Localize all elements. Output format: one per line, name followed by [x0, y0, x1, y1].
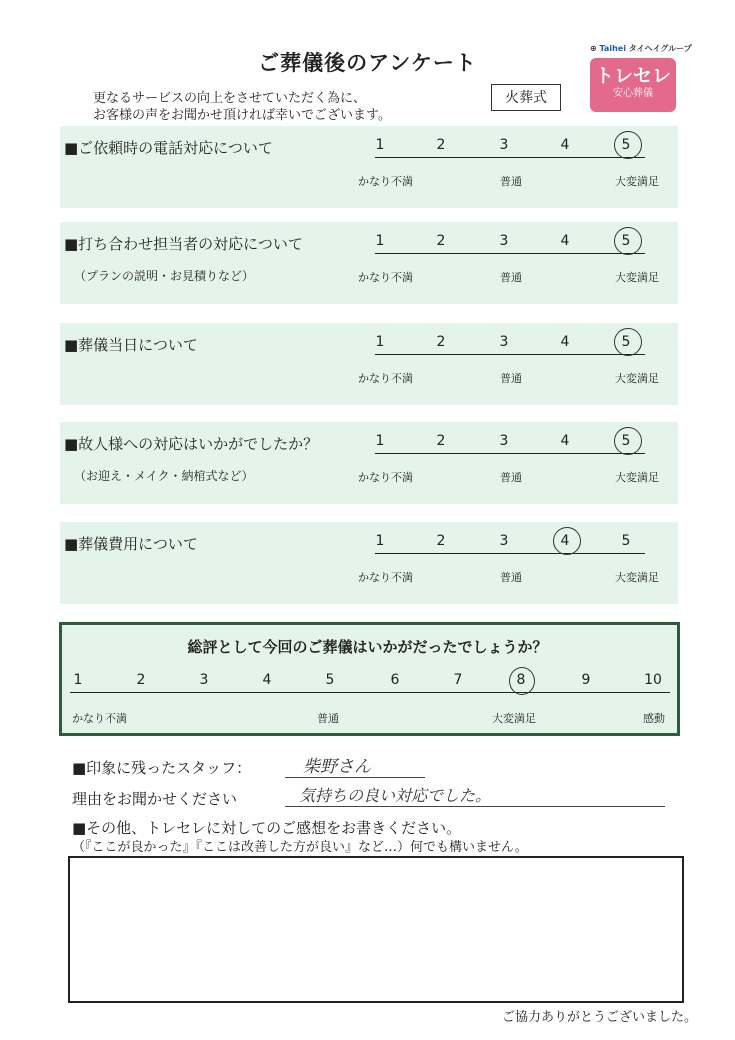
overall-option-3[interactable]: 3 — [199, 672, 209, 688]
brand-logo — [590, 43, 692, 112]
intro-line-2: お客様の声をお聞かせ頂ければ幸いでございます。 — [93, 108, 391, 123]
rating-option-5[interactable]: 5 — [621, 533, 631, 549]
overall-label-1: かなり不満 — [72, 712, 127, 725]
question-label: ■葬儀当日について — [64, 336, 198, 354]
rating-option-4[interactable]: 4 — [560, 433, 570, 449]
rating-option-1[interactable]: 1 — [375, 233, 385, 249]
rating-option-3[interactable]: 3 — [499, 233, 509, 249]
overall-option-10[interactable]: 10 — [644, 672, 662, 688]
scale-high-label: 大変満足 — [615, 372, 659, 385]
overall-scale-line — [70, 692, 670, 693]
question-label: ■故人様への対応はいかがでしたか？ — [64, 435, 319, 453]
rating-option-5[interactable]: 5 — [621, 334, 631, 350]
rating-option-1[interactable]: 1 — [375, 433, 385, 449]
rating-option-3[interactable]: 3 — [499, 533, 509, 549]
rating-option-2[interactable]: 2 — [436, 433, 446, 449]
question-scale-line — [375, 253, 645, 254]
rating-option-4[interactable]: 4 — [560, 137, 570, 153]
rating-option-5[interactable]: 5 — [621, 433, 631, 449]
intro-line-1: 更なるサービスの向上をさせていただく為に、 — [93, 91, 367, 106]
thank-you-footer: ご協力ありがとうございました。 — [501, 1010, 697, 1025]
scale-mid-label: 普通 — [500, 571, 522, 584]
rating-option-4[interactable]: 4 — [560, 334, 570, 350]
selected-rating-circle — [614, 328, 642, 356]
rating-option-5[interactable]: 5 — [621, 137, 631, 153]
scale-mid-label: 普通 — [500, 271, 522, 284]
scale-low-label: かなり不満 — [358, 471, 413, 484]
funeral-type-box: 火葬式 — [491, 84, 561, 111]
scale-mid-label: 普通 — [500, 471, 522, 484]
selected-rating-circle — [614, 227, 642, 255]
logo-group-mark-icon: ⊕ — [590, 44, 597, 53]
overall-label-5: 普通 — [317, 712, 339, 725]
question-scale-line — [375, 354, 645, 355]
logo-group-line — [590, 43, 692, 54]
overall-option-8[interactable]: 8 — [516, 672, 526, 688]
rating-option-4[interactable]: 4 — [560, 233, 570, 249]
rating-option-1[interactable]: 1 — [375, 334, 385, 350]
rating-option-4[interactable]: 4 — [560, 533, 570, 549]
reason-field[interactable] — [285, 783, 665, 807]
comments-label: ■その他、トレセレに対してのご感想をお書きください。 — [72, 819, 462, 837]
scale-low-label: かなり不満 — [358, 271, 413, 284]
scale-low-label: かなり不満 — [358, 175, 413, 188]
overall-option-4[interactable]: 4 — [262, 672, 272, 688]
overall-selected-circle — [509, 667, 535, 695]
overall-option-9[interactable]: 9 — [581, 672, 591, 688]
staff-field[interactable] — [285, 752, 425, 778]
staff-label: ■印象に残ったスタッフ： — [72, 759, 252, 777]
overall-option-1[interactable]: 1 — [73, 672, 83, 688]
overall-question: 総評として今回のご葬儀はいかがだったでしょうか？ — [187, 638, 548, 656]
overall-label-8: 大変満足 — [492, 712, 536, 725]
question-label: ■ご依頼時の電話対応について — [64, 139, 273, 157]
scale-mid-label: 普通 — [500, 175, 522, 188]
scale-low-label: かなり不満 — [358, 372, 413, 385]
rating-option-3[interactable]: 3 — [499, 334, 509, 350]
comments-sub: （『ここが良かった』『ここは改善した方が良い』など…）何でも構いません。 — [72, 840, 528, 855]
overall-option-5[interactable]: 5 — [325, 672, 335, 688]
rating-option-1[interactable]: 1 — [375, 137, 385, 153]
logo-badge — [590, 58, 676, 112]
reason-value: 気持ちの良い対応でした。 — [299, 786, 492, 805]
question-label: ■葬儀費用について — [64, 535, 198, 553]
overall-option-2[interactable]: 2 — [136, 672, 146, 688]
selected-rating-circle — [614, 131, 642, 159]
rating-option-3[interactable]: 3 — [499, 433, 509, 449]
scale-high-label: 大変満足 — [615, 271, 659, 284]
rating-option-5[interactable]: 5 — [621, 233, 631, 249]
question-sub: （プランの説明・お見積りなど） — [74, 269, 255, 283]
logo-group-brand: Taihei — [599, 44, 626, 53]
comments-box[interactable] — [68, 856, 684, 1003]
rating-option-2[interactable]: 2 — [436, 233, 446, 249]
rating-option-2[interactable]: 2 — [436, 137, 446, 153]
rating-option-3[interactable]: 3 — [499, 137, 509, 153]
scale-high-label: 大変満足 — [615, 571, 659, 584]
overall-option-7[interactable]: 7 — [453, 672, 463, 688]
survey-title: ご葬儀後のアンケート — [258, 51, 477, 75]
question-scale-line — [375, 553, 645, 554]
staff-value: 柴野さん — [303, 757, 371, 777]
overall-label-10: 感動 — [643, 712, 665, 725]
question-label: ■打ち合わせ担当者の対応について — [64, 235, 303, 253]
question-sub: （お迎え・メイク・納棺式など） — [74, 469, 254, 483]
rating-option-2[interactable]: 2 — [436, 533, 446, 549]
logo-sub-text: 安心葬儀 — [613, 88, 653, 99]
question-scale-line — [375, 453, 645, 454]
logo-main-text: トレセレ — [594, 65, 671, 87]
logo-group-name: タイヘイグループ — [628, 44, 692, 53]
scale-mid-label: 普通 — [500, 372, 522, 385]
scale-low-label: かなり不満 — [358, 571, 413, 584]
reason-label: 理由をお聞かせください — [72, 790, 238, 808]
overall-option-6[interactable]: 6 — [390, 672, 400, 688]
rating-option-1[interactable]: 1 — [375, 533, 385, 549]
selected-rating-circle — [553, 527, 581, 555]
scale-high-label: 大変満足 — [615, 471, 659, 484]
question-scale-line — [375, 157, 645, 158]
selected-rating-circle — [614, 427, 642, 455]
scale-high-label: 大変満足 — [615, 175, 659, 188]
rating-option-2[interactable]: 2 — [436, 334, 446, 350]
